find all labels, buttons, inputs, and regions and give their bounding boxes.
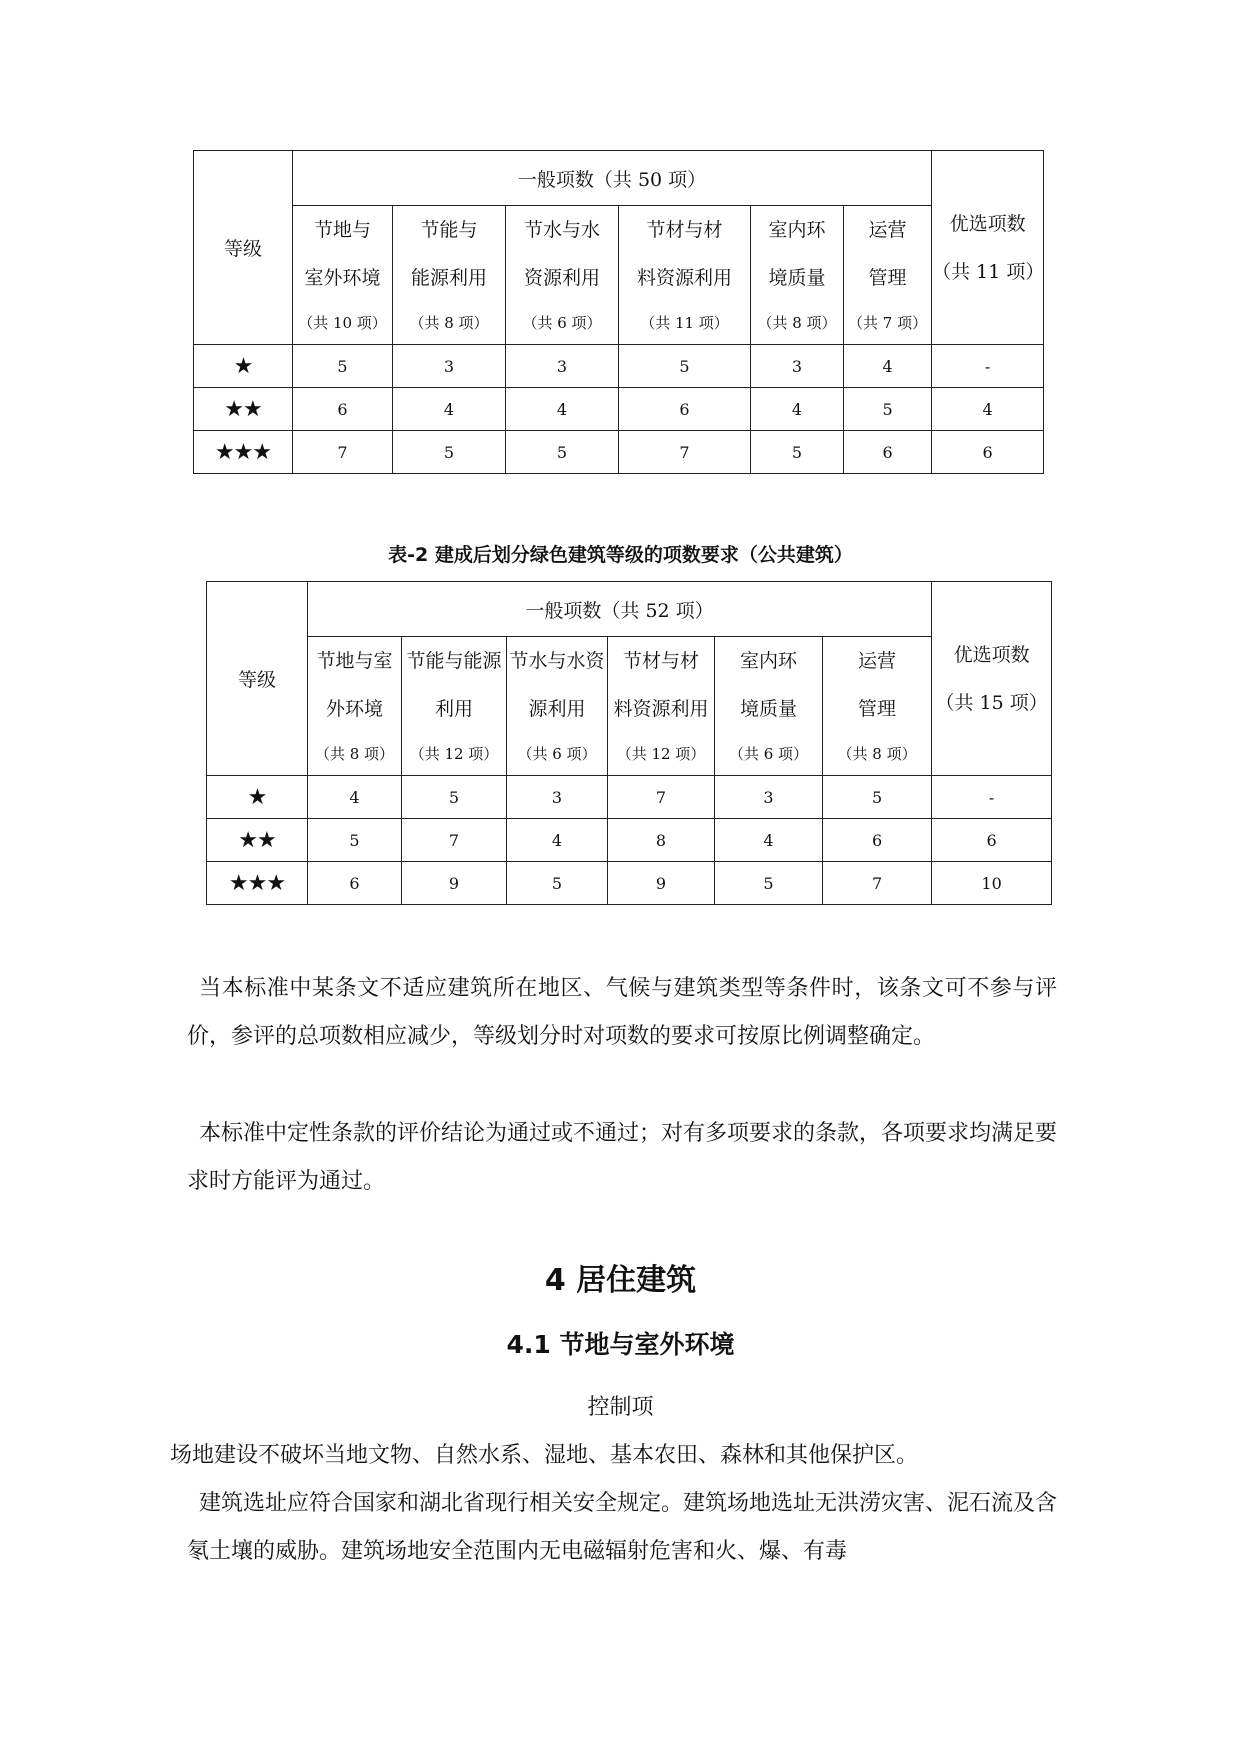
table-cell: 3	[507, 776, 608, 819]
table-cell: 5	[507, 862, 608, 905]
table-cell: 7	[402, 819, 507, 862]
category-line2: 室外环境	[304, 267, 381, 289]
category-header	[823, 637, 932, 776]
general-items-header: 一般项数（共 50 项）	[293, 151, 932, 206]
chapter-heading: 4 居住建筑	[544, 1263, 697, 1298]
category-line1: 节材与材	[622, 650, 699, 672]
category-line1: 节能与	[420, 219, 478, 241]
category-header	[293, 206, 393, 345]
table-cell: 5	[844, 388, 932, 431]
category-count: （共 11 项）	[640, 314, 729, 332]
table-cell: 7	[293, 431, 393, 474]
table-cell-optional: 10	[932, 862, 1052, 905]
table-cell: 8	[608, 819, 715, 862]
optional-header-line1: 优选项数	[953, 643, 1030, 666]
section-heading: 4.1 节地与室外环境	[506, 1330, 735, 1359]
table-cell: 4	[751, 388, 844, 431]
category-header	[715, 637, 823, 776]
table-residential-grade-requirements	[193, 150, 1044, 474]
optional-header-line2: （共 11 项）	[932, 260, 1045, 283]
table-cell: 3	[715, 776, 823, 819]
category-count: （共 8 项）	[757, 314, 837, 332]
category-count: （共 7 项）	[847, 314, 928, 332]
table-cell: 3	[506, 345, 619, 388]
category-line1: 节能与能源	[406, 650, 502, 672]
category-line1: 运营	[858, 650, 897, 672]
table-cell: 5	[506, 431, 619, 474]
table-cell: 6	[823, 819, 932, 862]
table-cell-optional: -	[932, 776, 1052, 819]
paragraph-exemption: 当本标准中某条文不适应建筑所在地区、气候与建筑类型等条件时，该条文可不参与评价，参评的总项数相应减少，等级划分时对项数的要求可按原比例调整确定。	[187, 976, 1057, 1049]
category-line2: 源利用	[528, 698, 586, 720]
category-line1: 节地与室	[316, 650, 393, 672]
optional-items-header	[932, 582, 1052, 776]
grade-header: 等级	[207, 582, 308, 776]
table-cell-optional: 6	[932, 819, 1052, 862]
grade-stars: ★★★	[194, 431, 293, 474]
table-row	[207, 862, 1052, 905]
category-line1: 室内环	[739, 650, 797, 672]
category-count: （共 6 项）	[522, 314, 602, 332]
general-items-header: 一般项数（共 52 项）	[308, 582, 932, 637]
category-header	[506, 206, 619, 345]
category-count: （共 8 项）	[837, 745, 917, 763]
category-header	[608, 637, 715, 776]
table-cell: 7	[619, 431, 751, 474]
category-header	[402, 637, 507, 776]
table-cell: 5	[715, 862, 823, 905]
table-cell: 5	[751, 431, 844, 474]
category-line2: 利用	[434, 698, 473, 720]
category-count: （共 6 项）	[517, 745, 597, 763]
category-header	[308, 637, 402, 776]
table-cell-optional: 6	[932, 431, 1044, 474]
category-line1: 节水与水资	[509, 650, 605, 672]
table-row	[194, 431, 1044, 474]
optional-items-header	[932, 151, 1044, 345]
category-line2: 境质量	[768, 267, 826, 289]
table-cell: 5	[308, 819, 402, 862]
table-cell: 6	[619, 388, 751, 431]
table-cell: 3	[751, 345, 844, 388]
paragraph-qualitative: 本标准中定性条款的评价结论为通过或不通过；对有多项要求的条款，各项要求均满足要求时方能评为通过。	[187, 1121, 1058, 1194]
table-cell: 7	[823, 862, 932, 905]
category-line1: 运营	[868, 219, 907, 241]
category-line1: 节地与	[313, 219, 371, 241]
grade-stars: ★★	[194, 388, 293, 431]
table-public-grade-requirements	[206, 581, 1052, 905]
table-cell: 7	[608, 776, 715, 819]
table-cell: 3	[393, 345, 506, 388]
table-cell: 4	[507, 819, 608, 862]
table-cell-optional: 4	[932, 388, 1044, 431]
table-cell: 4	[393, 388, 506, 431]
category-line2: 外环境	[325, 698, 383, 720]
table-cell: 6	[844, 431, 932, 474]
grade-stars: ★	[194, 345, 293, 388]
table-cell: 9	[402, 862, 507, 905]
table-cell: 9	[608, 862, 715, 905]
grade-stars: ★★★	[207, 862, 308, 905]
table-row	[194, 388, 1044, 431]
table-cell: 5	[393, 431, 506, 474]
category-line1: 节水与水	[523, 219, 600, 241]
category-line2: 料资源利用	[613, 698, 709, 720]
grade-stars: ★★	[207, 819, 308, 862]
grade-header: 等级	[194, 151, 293, 345]
table-cell: 4	[308, 776, 402, 819]
category-line1: 室内环	[768, 219, 826, 241]
category-count: （共 8 项）	[314, 745, 395, 763]
category-line2: 管理	[858, 698, 897, 720]
category-count: （共 6 项）	[728, 745, 809, 763]
category-header	[751, 206, 844, 345]
category-line2: 能源利用	[410, 267, 487, 289]
category-header	[393, 206, 506, 345]
category-line2: 资源利用	[523, 267, 600, 289]
category-count: （共 10 项）	[298, 314, 387, 332]
table-cell: 4	[844, 345, 932, 388]
category-header	[507, 637, 608, 776]
category-count: （共 12 项）	[409, 745, 499, 763]
table-cell: 5	[293, 345, 393, 388]
table-cell: 5	[402, 776, 507, 819]
table-cell: 6	[308, 862, 402, 905]
category-line1: 节材与材	[646, 219, 723, 241]
category-count: （共 8 项）	[409, 314, 489, 332]
table-cell-optional: -	[932, 345, 1044, 388]
table-cell: 4	[715, 819, 823, 862]
subsection-heading: 控制项	[587, 1395, 654, 1420]
paragraph-site-safety: 建筑选址应符合国家和湖北省现行相关安全规定。建筑场地选址无洪涝灾害、泥石流及含氡土壤的威胁。建筑场地安全范围内无电磁辐射危害和火、爆、有毒	[187, 1491, 1058, 1564]
grade-stars: ★	[207, 776, 308, 819]
category-line2: 料资源利用	[636, 267, 732, 289]
table-row	[194, 345, 1044, 388]
table-cell: 4	[506, 388, 619, 431]
paragraph-site-protection: 场地建设不破坏当地文物、自然水系、湿地、基本农田、森林和其他保护区。	[170, 1443, 919, 1468]
optional-header-line2: （共 15 项）	[935, 691, 1048, 714]
category-line2: 境质量	[739, 698, 797, 720]
table-row	[207, 819, 1052, 862]
table-cell: 5	[823, 776, 932, 819]
category-header	[844, 206, 932, 345]
table2-caption: 表-2 建成后划分绿色建筑等级的项数要求（公共建筑）	[388, 544, 853, 566]
table-cell: 5	[619, 345, 751, 388]
table-cell: 6	[293, 388, 393, 431]
category-count: （共 12 项）	[616, 745, 706, 763]
category-header	[619, 206, 751, 345]
table-row	[207, 776, 1052, 819]
category-line2: 管理	[868, 267, 907, 289]
optional-header-line1: 优选项数	[949, 212, 1026, 235]
